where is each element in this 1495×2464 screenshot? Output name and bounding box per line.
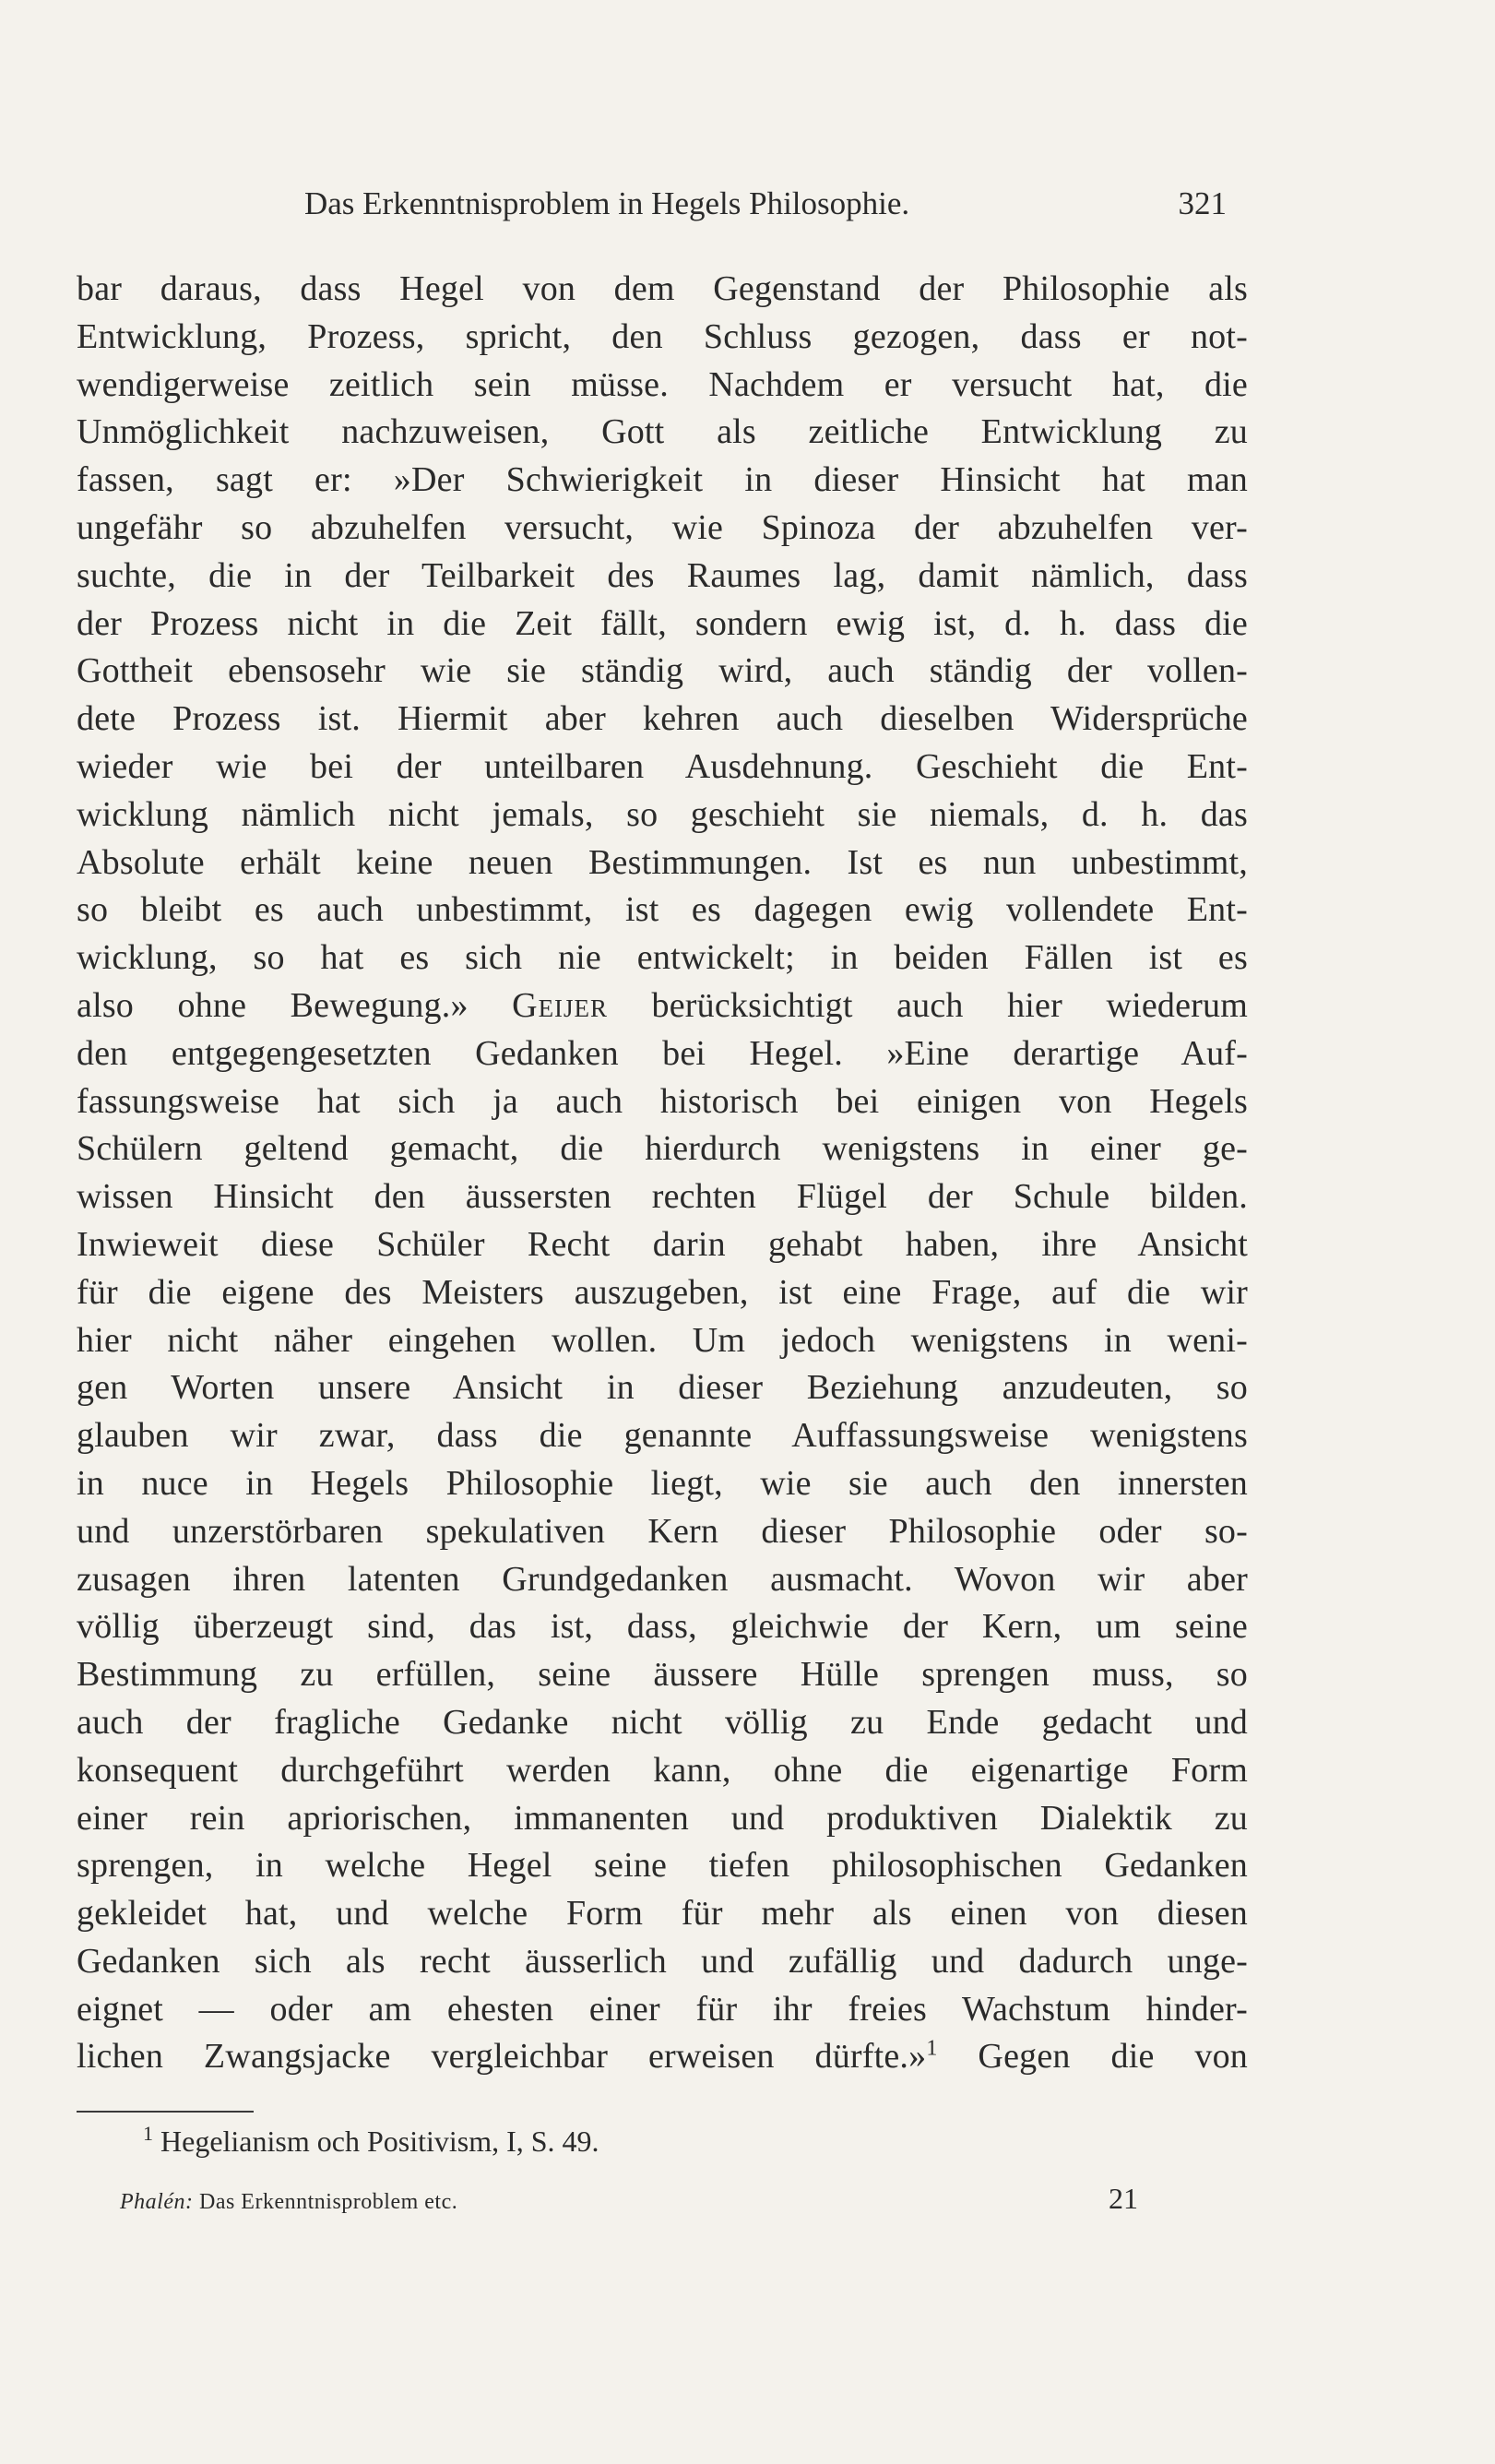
text-line: dete Prozess ist. Hiermit aber kehren auch dieselben Widersprüche [77, 699, 1248, 739]
footnote-divider [77, 2111, 254, 2113]
text-line: fassungsweise hat sich ja auch historisch bei einigen von Hegels [77, 1081, 1248, 1121]
text-line: eignet — oder am ehesten einer für ihr freies Wachstum hinder- [77, 1989, 1248, 2029]
signature-title: Das Erkenntnisproblem etc. [193, 2190, 458, 2214]
text-line: wicklung nämlich nicht jemals, so geschieht sie niemals, d. h. das [77, 794, 1248, 834]
text-line: hier nicht näher eingehen wollen. Um jedoch wenigstens in weni- [77, 1320, 1248, 1360]
text-line: gekleidet hat, und welche Form für mehr als einen von diesen [77, 1894, 1248, 1934]
text-line: Gottheit ebensosehr wie sie ständig wird, auch ständig der vollen- [77, 651, 1248, 691]
text-line: sprengen, in welche Hegel seine tiefen philosophischen Gedanken [77, 1846, 1248, 1886]
text-line: suchte, die in der Teilbarkeit des Raumes lag, damit nämlich, dass [77, 555, 1248, 595]
text-line: in nuce in Hegels Philosophie liegt, wie sie auch den innersten [77, 1463, 1248, 1503]
page-number: 321 [1178, 185, 1227, 221]
text-line: Absolute erhält keine neuen Bestimmungen. Ist es nun unbestimmt, [77, 842, 1248, 882]
text-line: Bestimmung zu erfüllen, seine äussere Hülle sprengen muss, so [77, 1655, 1248, 1695]
text-segment: also ohne Bewegung.» [77, 985, 513, 1025]
footnote-reference: 1 [926, 2036, 938, 2061]
text-line: Inwieweit diese Schüler Recht darin gehabt haben, ihre Ansicht [77, 1224, 1248, 1264]
text-line: völlig überzeugt sind, das ist, dass, gleichwie der Kern, um seine [77, 1607, 1248, 1647]
text-line: so bleibt es auch unbestimmt, ist es dagegen ewig vollendete Ent- [77, 890, 1248, 930]
printer-signature [120, 2184, 457, 2220]
text-line: zusagen ihren latenten Grundgedanken ausmacht. Wovon wir aber [77, 1559, 1248, 1599]
text-line: gen Worten unsere Ansicht in dieser Beziehung anzudeuten, so [77, 1368, 1248, 1408]
text-line: konsequent durchgeführt werden kann, ohne die eigenartige Form [77, 1750, 1248, 1790]
text-segment: berücksichtigt auch hier wiederum [608, 985, 1248, 1025]
text-line: wicklung, so hat es sich nie entwickelt; in beiden Fällen ist es [77, 938, 1248, 978]
text-line: und unzerstörbaren spekulativen Kern dieser Philosophie oder so- [77, 1511, 1248, 1551]
text-line-last [77, 2033, 1248, 2081]
text-line: wendigerweise zeitlich sein müsse. Nachdem er versucht hat, die [77, 364, 1248, 404]
footnote-mark: 1 [143, 2122, 153, 2146]
text-line-geijer [77, 982, 1248, 1030]
running-head [304, 181, 1227, 227]
signature-author: Phalén: [120, 2190, 194, 2214]
text-segment: lichen Zwangsjacke vergleichbar erweisen dürfte.» [77, 2037, 927, 2077]
footnote-text: Hegelianism och Positivism, I, S. 49. [160, 2125, 599, 2158]
text-line: bar daraus, dass Hegel von dem Gegenstand der Philosophie als [77, 269, 1248, 308]
text-line: für die eigene des Meisters auszugeben, ist eine Frage, auf die wir [77, 1272, 1248, 1312]
text-line: einer rein apriorischen, immanenten und produktiven Dialektik zu [77, 1798, 1248, 1838]
text-line: wissen Hinsicht den äussersten rechten Flügel der Schule bilden. [77, 1177, 1248, 1217]
running-head-title: Das Erkenntnisproblem in Hegels Philosophie. [304, 185, 910, 221]
text-line: ungefähr so abzuhelfen versucht, wie Spinoza der abzuhelfen ver- [77, 507, 1248, 547]
signature-number: 21 [1109, 2182, 1138, 2215]
text-line: Schülern geltend gemacht, die hierdurch wenigstens in einer ge- [77, 1129, 1248, 1169]
text-line: glauben wir zwar, dass die genannte Auffassungsweise wenigstens [77, 1416, 1248, 1456]
text-line: fassen, sagt er: »Der Schwierigkeit in dieser Hinsicht hat man [77, 460, 1248, 500]
body-text [77, 266, 1248, 2081]
text-line: den entgegengesetzten Gedanken bei Hegel. »Eine derartige Auf- [77, 1033, 1248, 1073]
author-name-geijer: Geijer [512, 985, 609, 1025]
text-line: auch der fragliche Gedanke nicht völlig zu Ende gedacht und [77, 1702, 1248, 1742]
text-line: Entwicklung, Prozess, spricht, den Schluss gezogen, dass er not- [77, 316, 1248, 356]
text-segment: Gegen die von [937, 2037, 1249, 2077]
text-line: wieder wie bei der unteilbaren Ausdehnung. Geschieht die Ent- [77, 746, 1248, 786]
text-line: der Prozess nicht in die Zeit fällt, sondern ewig ist, d. h. dass die [77, 603, 1248, 643]
footnote [143, 2120, 599, 2162]
text-line: Unmöglichkeit nachzuweisen, Gott als zeitliche Entwicklung zu [77, 412, 1248, 452]
text-line: Gedanken sich als recht äusserlich und zufällig und dadurch unge- [77, 1941, 1248, 1981]
